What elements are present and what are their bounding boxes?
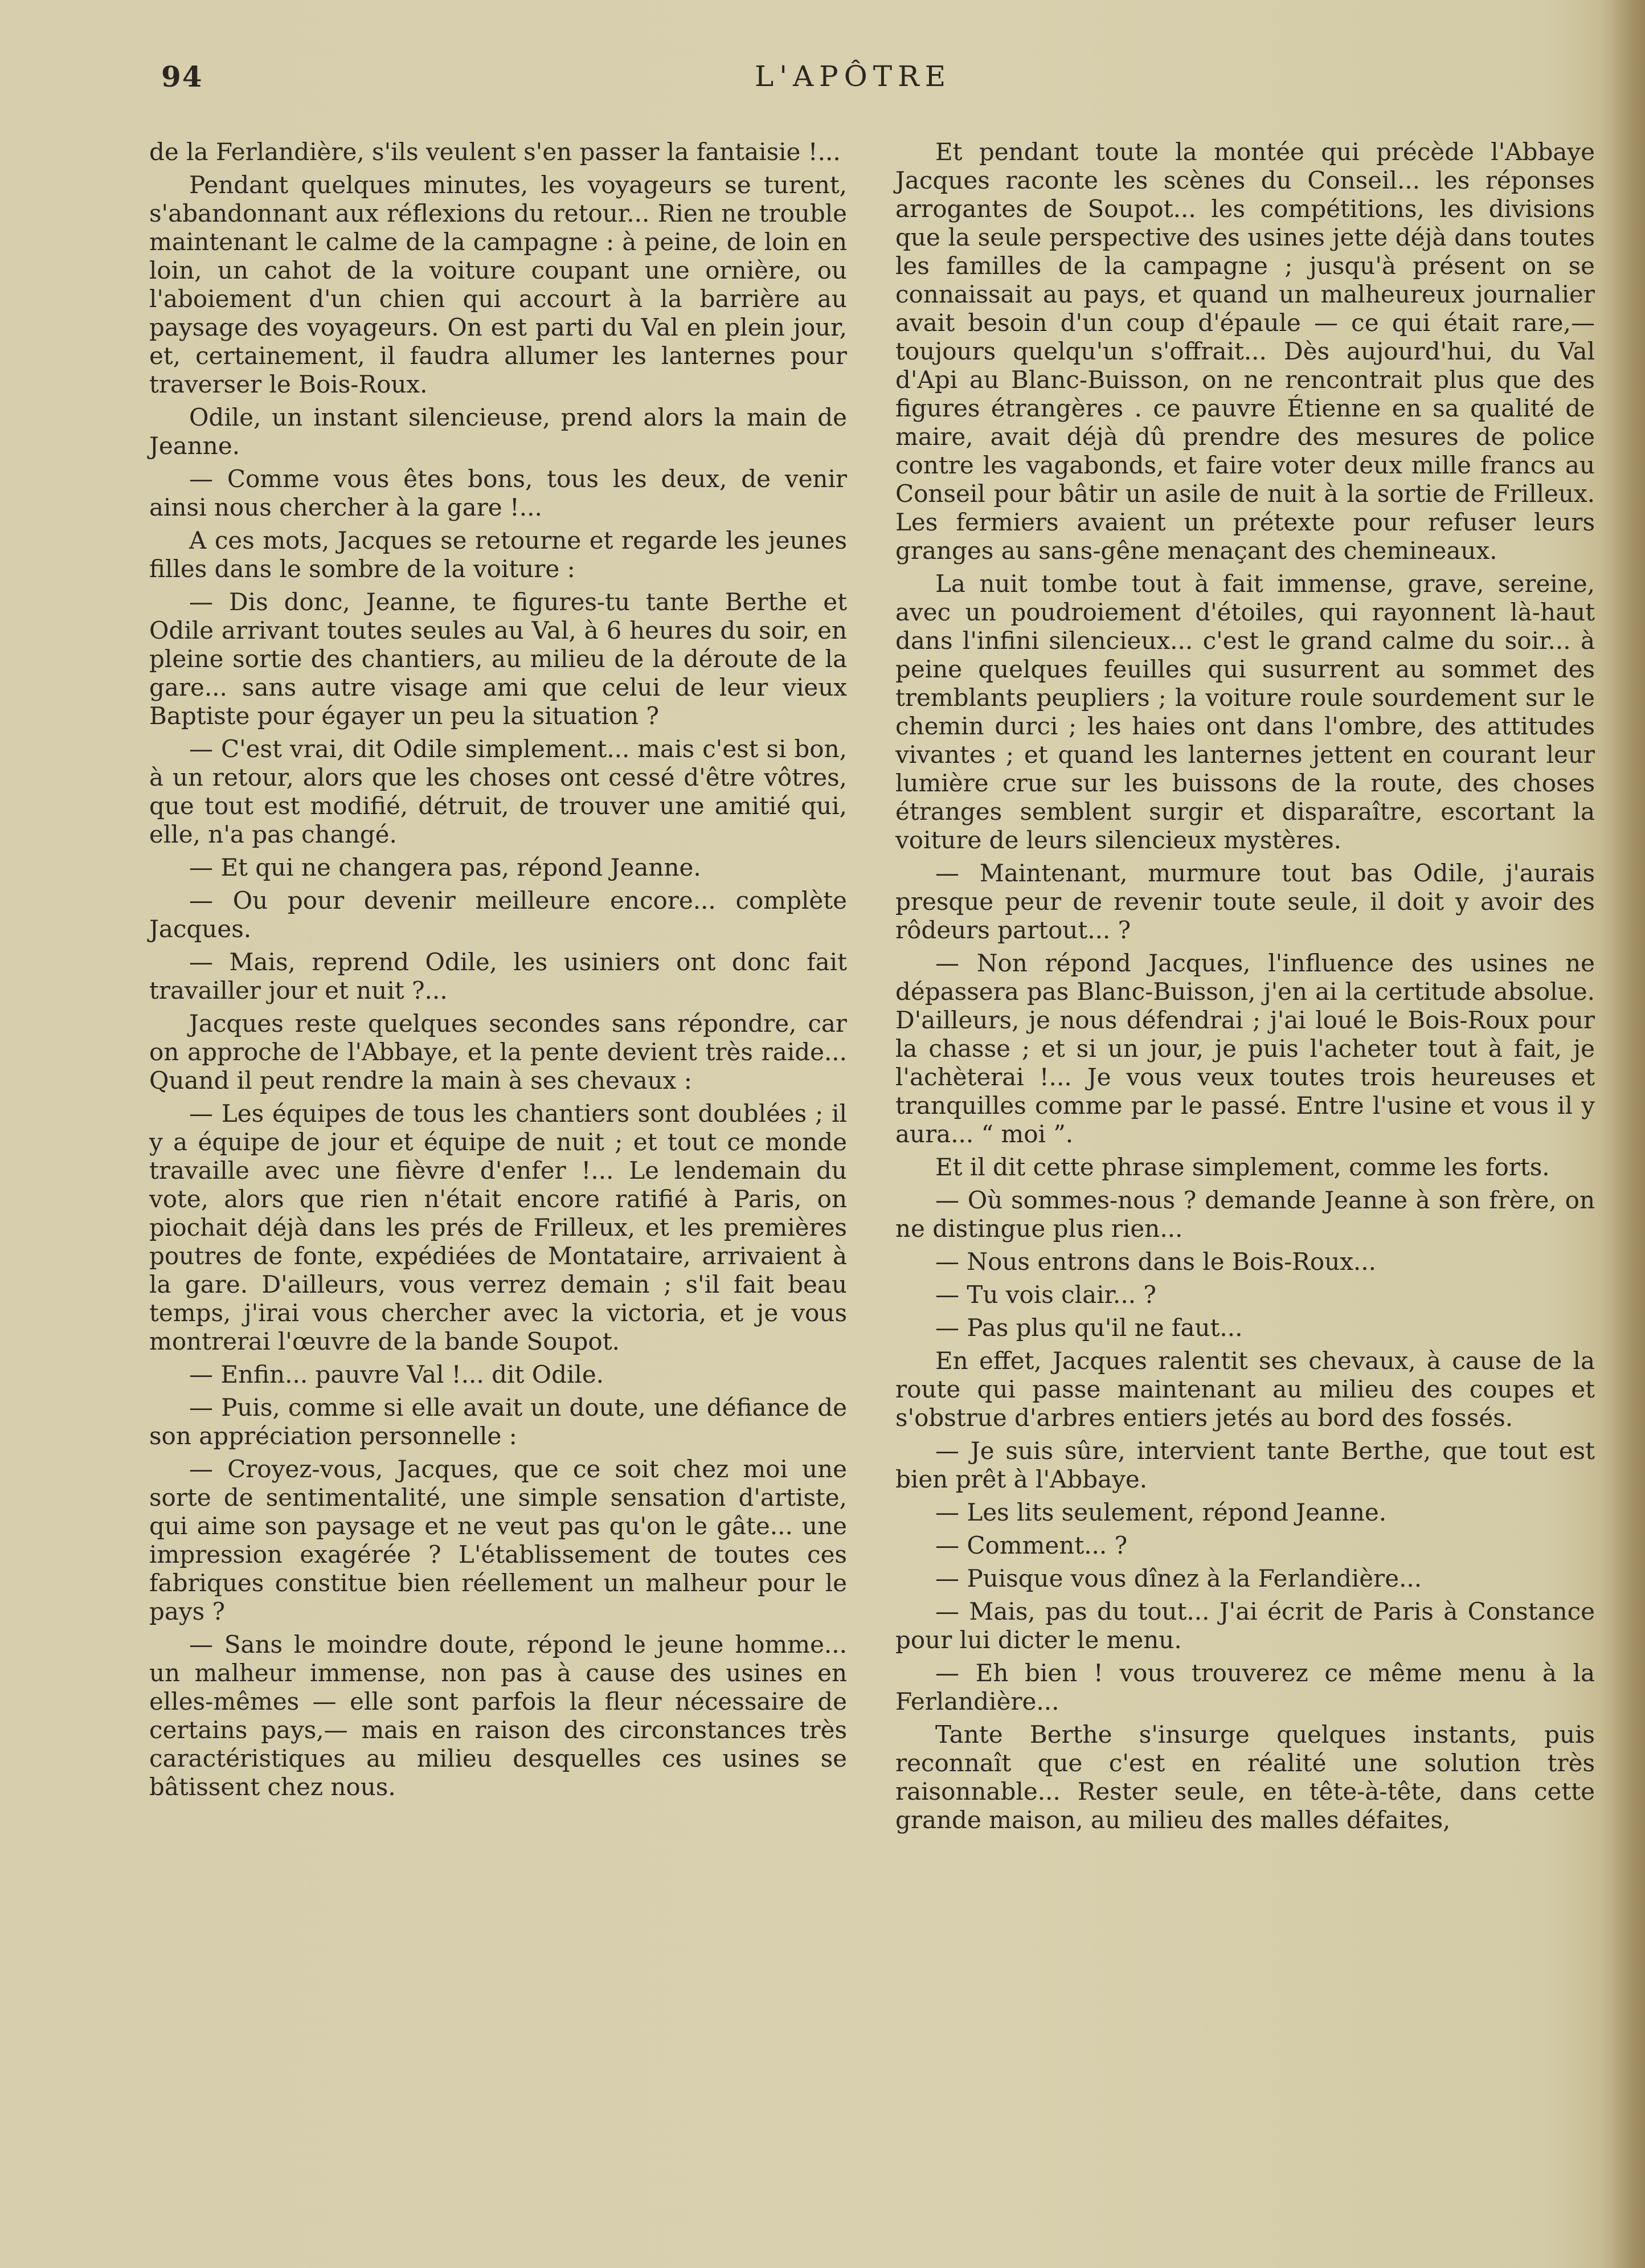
paragraph: Pendant quelques minutes, les voyageurs se turent, s'abandonnant aux réflexions du retour... Rien ne trouble maintenant le calme de la campagne : à peine, de loin en loin, un cahot de la voiture coupant une ornière, ou l'aboiement d'un chien qui accourt à la barrière au paysage des voyageurs. On est parti du Val en plein jour, et, certainement, il faudra allumer les lanternes pour traverser le Bois-Roux. bbox=[149, 171, 847, 398]
page-edge-shadow bbox=[1611, 0, 1645, 2268]
paragraph: — Pas plus qu'il ne faut... bbox=[935, 1314, 1243, 1342]
paragraph: — Sans le moindre doute, répond le jeune homme... un malheur immense, non pas à cause des usines en elles-mêmes — elle sont parfois la fleur nécessaire de certains pays,— mais en raison des circonstances très caractéristiques au milieu desquelles ces usines se bâtissent chez nous. bbox=[149, 1630, 847, 1801]
paragraph: A ces mots, Jacques se retourne et regarde les jeunes filles dans le sombre de la voiture : bbox=[149, 526, 847, 583]
paragraph: En effet, Jacques ralentit ses chevaux, à cause de la route qui passe maintenant au milieu des coupes et s'obstrue d'arbres entiers jetés au bord des fossés. bbox=[895, 1347, 1595, 1432]
paragraph: — Comme vous êtes bons, tous les deux, de venir ainsi nous chercher à la gare !... bbox=[149, 465, 847, 521]
paragraph: Tante Berthe s'insurge quelques instants, puis reconnaît que c'est en réalité une solution très raisonnable... Rester seule, en tête-à-tête, dans cette grande maison, au milieu des malles défaites, bbox=[895, 1721, 1595, 1834]
paragraph: — Les équipes de tous les chantiers sont doublées ; il y a équipe de jour et équipe de nuit ; et tout ce monde travaille avec une fièvre d'enfer !... Le lendemain du vote, alors que rien n'était encore ratifié à Paris, on piochait déjà dans les prés de Frilleux, et les premières poutres de fonte, expédiées de Montataire, arrivaient à la gare. D'ailleurs, vous verrez demain ; s'il fait beau temps, j'irai vous chercher avec la victoria, et je vous montrerai l'œuvre de la bande Soupot. bbox=[149, 1100, 847, 1355]
paragraph: La nuit tombe tout à fait immense, grave, sereine, avec un poudroiement d'étoiles, qui rayonnent là-haut dans l'infini silencieux... c'est le grand calme du soir... à peine quelques feuilles qui susurrent au sommet des tremblants peupliers ; la voiture roule sourdement sur le chemin durci ; les haies ont dans l'ombre, des attitudes vivantes ; et quand les lanternes jettent en courant leur lumière crue sur les buissons de la route, des choses étranges semblent surgir et disparaître, escortant la voiture de leurs silencieux mystères. bbox=[895, 570, 1595, 854]
paragraph: — Et qui ne changera pas, répond Jeanne. bbox=[189, 853, 701, 881]
paragraph: — Enfin... pauvre Val !... dit Odile. bbox=[189, 1360, 604, 1388]
paragraph: Odile, un instant silencieuse, prend alors la main de Jeanne. bbox=[149, 403, 847, 460]
paragraph: — C'est vrai, dit Odile simplement... mais c'est si bon, à un retour, alors que les choses ont cessé d'être vôtres, que tout est modifié, détruit, de trouver une amitié qui, elle, n'a pas changé. bbox=[149, 735, 847, 848]
paragraph: — Mais, reprend Odile, les usiniers ont donc fait travailler jour et nuit ?... bbox=[149, 948, 847, 1004]
paragraph: de la Ferlandière, s'ils veulent s'en passer la fantaisie !... bbox=[149, 138, 841, 166]
paragraph: — Nous entrons dans le Bois-Roux... bbox=[935, 1248, 1376, 1276]
paragraph: — Puisque vous dînez à la Ferlandière... bbox=[935, 1564, 1422, 1592]
running-title: L'APÔTRE bbox=[755, 60, 952, 93]
page-header bbox=[0, 60, 1645, 105]
paragraph: — Mais, pas du tout... J'ai écrit de Paris à Constance pour lui dicter le menu. bbox=[895, 1597, 1595, 1654]
paragraph: — Dis donc, Jeanne, te figures-tu tante Berthe et Odile arrivant toutes seules au Val, à 6 heures du soir, en pleine sortie des chantiers, au milieu de la déroute de la gare... sans autre visage ami que celui de leur vieux Baptiste pour égayer un peu la situation ? bbox=[149, 588, 847, 730]
page-number: 94 bbox=[161, 60, 203, 93]
paragraph: — Croyez-vous, Jacques, que ce soit chez moi une sorte de sentimentalité, une simple sensation d'artiste, qui aime son paysage et ne veut pas qu'on le gâte... une impression exagérée ? L'établissement de toutes ces fabriques constitue bien réellement un malheur pour le pays ? bbox=[149, 1455, 847, 1625]
left-text-column bbox=[149, 138, 847, 1806]
right-text-column bbox=[895, 138, 1595, 1839]
paragraph: — Puis, comme si elle avait un doute, une défiance de son appréciation personnelle : bbox=[149, 1394, 847, 1450]
paragraph: — Comment... ? bbox=[935, 1531, 1128, 1559]
paragraph: — Je suis sûre, intervient tante Berthe, que tout est bien prêt à l'Abbaye. bbox=[895, 1437, 1595, 1493]
paragraph: — Tu vois clair... ? bbox=[935, 1281, 1156, 1309]
paragraph: — Maintenant, murmure tout bas Odile, j'aurais presque peur de revenir toute seule, il doit y avoir des rôdeurs partout... ? bbox=[895, 859, 1595, 944]
paragraph: — Les lits seulement, répond Jeanne. bbox=[935, 1498, 1387, 1526]
paragraph: — Ou pour devenir meilleure encore... complète Jacques. bbox=[149, 886, 847, 943]
paragraph: Et pendant toute la montée qui précède l'Abbaye Jacques raconte les scènes du Conseil... les réponses arrogantes de Soupot... les compétitions, les divisions que la seule perspective des usines jette déjà dans toutes les familles de la campagne ; jusqu'à présent on se connaissait au pays, et quand un malheureux journalier avait besoin d'un coup d'épaule — ce qui était rare,— toujours quelqu'un s'offrait... Dès aujourd'hui, du Val d'Api au Blanc-Buisson, on ne rencontrait plus que des figures étrangères . ce pauvre Étienne en sa qualité de maire, avait déjà dû prendre des mesures de police contre les vagabonds, et faire voter deux mille francs au Conseil pour bâtir un asile de nuit à la sortie de Frilleux. Les fermiers avaient un prétexte pour refuser leurs granges au sans-gêne menaçant des chemineaux. bbox=[895, 138, 1595, 565]
paragraph: Et il dit cette phrase simplement, comme les forts. bbox=[935, 1153, 1550, 1181]
paragraph: — Non répond Jacques, l'influence des usines ne dépassera pas Blanc-Buisson, j'en ai la certitude absolue. D'ailleurs, je nous défendrai ; j'ai loué le Bois-Roux pour la chasse ; et si un jour, je puis l'acheter tout à fait, je l'achèterai !... Je vous veux toutes trois heureuses et tranquilles comme par le passé. Entre l'usine et vous il y aura... “ moi ”. bbox=[895, 949, 1595, 1148]
paragraph: — Où sommes-nous ? demande Jeanne à son frère, on ne distingue plus rien... bbox=[895, 1186, 1595, 1243]
paragraph: Jacques reste quelques secondes sans répondre, car on approche de l'Abbaye, et la pente devient très raide... Quand il peut rendre la main à ses chevaux : bbox=[149, 1010, 847, 1094]
paragraph: — Eh bien ! vous trouverez ce même menu à la Ferlandière... bbox=[895, 1659, 1595, 1715]
